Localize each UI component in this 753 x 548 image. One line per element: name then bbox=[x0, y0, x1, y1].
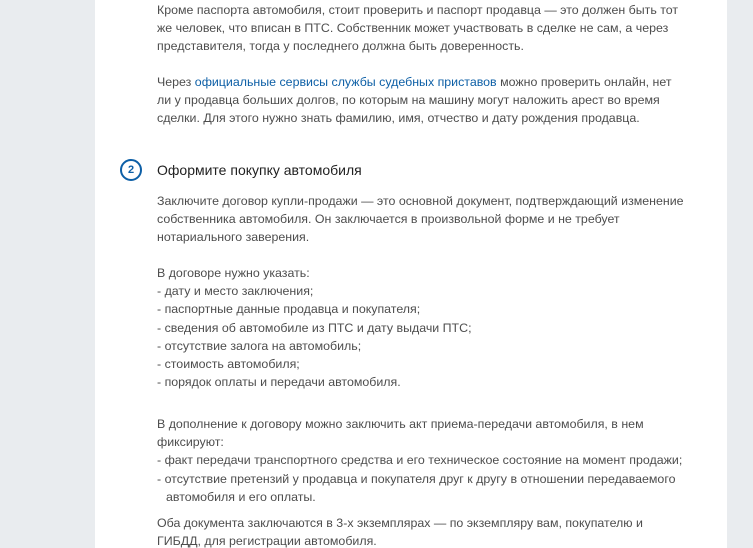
list-item: - дату и место заключения; bbox=[157, 284, 314, 299]
text-line: Кроме паспорта автомобиля, стоит проверить и паспорт продавца — это должен быть тот bbox=[157, 3, 679, 17]
act-of-transfer bbox=[157, 415, 682, 506]
list-item: - отсутствие залога на автомобиль; bbox=[157, 338, 362, 353]
contract-requirements bbox=[157, 264, 472, 391]
intro-paragraph-2 bbox=[157, 73, 672, 128]
text-line-with-link bbox=[157, 73, 672, 91]
list-item: - стоимость автомобиля; bbox=[157, 356, 300, 371]
list-item-continuation: автомобиля и его оплаты. bbox=[166, 489, 316, 504]
list-intro: В договоре нужно указать: bbox=[157, 266, 310, 280]
list-item: - факт передачи транспортного средства и его техническое состояние на момент продажи; bbox=[157, 453, 683, 468]
intro-paragraph-1 bbox=[157, 1, 678, 56]
list-item: - порядок оплаты и передачи автомобиля. bbox=[157, 375, 401, 390]
text-line: нотариального заверения. bbox=[157, 230, 310, 245]
text-line: Заключите договор купли-продажи — это основной документ, подтверждающий изменение bbox=[157, 194, 684, 208]
bailiffs-services-link[interactable]: официальные сервисы службы судебных приставов bbox=[194, 75, 497, 89]
text-line: ли у продавца больших долгов, по которым на машину могут наложить арест во время bbox=[157, 93, 660, 108]
text-line: собственника автомобиля. Он заключается в произвольной форме и не требует bbox=[157, 212, 620, 227]
text-line: фиксируют: bbox=[157, 435, 224, 450]
text-line: же человек, что вписан в ПТС. Собственник может участвовать в сделке не сам, а через bbox=[157, 21, 669, 36]
text-fragment: можно проверить онлайн, нет bbox=[496, 75, 672, 89]
text-line: сделки. Для этого нужно знать фамилию, имя, отчество и дату рождения продавца. bbox=[157, 111, 640, 126]
text-fragment: Через bbox=[157, 75, 195, 89]
step-number-badge: 2 bbox=[120, 159, 142, 181]
text-line: Оба документа заключаются в 3-х экземплярах — по экземпляру вам, покупателю и bbox=[157, 516, 643, 530]
text-line: В дополнение к договору можно заключить акт приема-передачи автомобиля, в нем bbox=[157, 417, 644, 431]
step-title: Оформите покупку автомобиля bbox=[157, 162, 362, 178]
list-item: - паспортные данные продавца и покупателя; bbox=[157, 302, 421, 317]
text-line: ГИБДД, для регистрации автомобиля. bbox=[157, 534, 377, 548]
text-line: представителя, тогда у последнего должна быть доверенность. bbox=[157, 39, 524, 54]
final-paragraph bbox=[157, 514, 643, 548]
list-item: - отсутствие претензий у продавца и покупателя друг к другу в отношении передаваемого bbox=[157, 471, 676, 486]
list-item: - сведения об автомобиле из ПТС и дату выдачи ПТС; bbox=[157, 320, 472, 335]
step-paragraph-1 bbox=[157, 192, 684, 247]
